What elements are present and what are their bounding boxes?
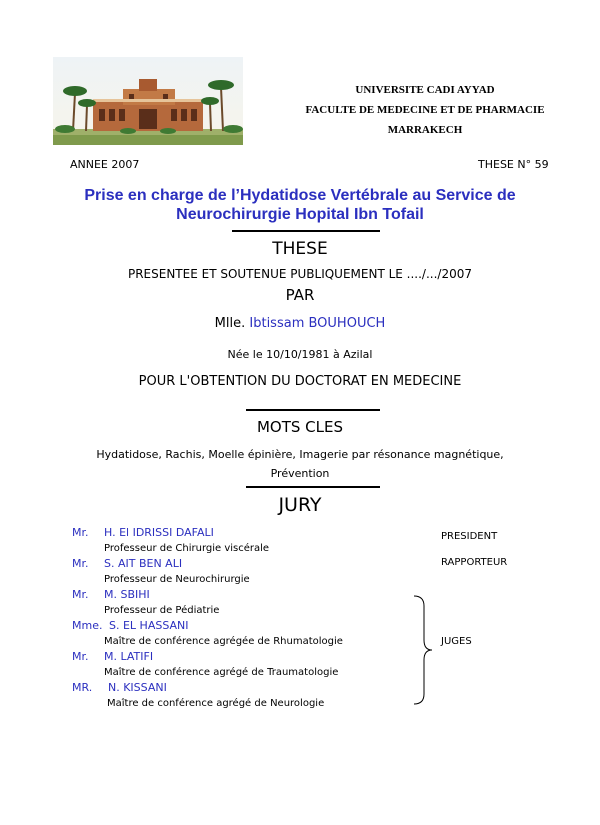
jury-member-role: Maître de conférence agrégé de Traumatologie: [104, 667, 339, 678]
thesis-title: [0, 186, 600, 224]
candidate-prefix: Mlle.: [214, 316, 246, 331]
faculty-name: FACULTE DE MEDECINE ET DE PHARMACIE: [305, 104, 545, 116]
birth-info: Née le 10/10/1981 à Azilal: [227, 348, 373, 361]
university-header: [250, 80, 600, 140]
jury-member-name: M. LATIFI: [104, 650, 154, 663]
president-label: PRESIDENT: [441, 531, 498, 542]
jury-heading: JURY: [278, 494, 322, 516]
thesis-heading: THESE: [272, 239, 328, 259]
doctorate-purpose: POUR L'OBTENTION DU DOCTORAT EN MEDECINE: [138, 374, 462, 389]
faculty-logo-illustration: [53, 57, 243, 145]
keywords-list: [0, 445, 600, 483]
jury-member-role: Professeur de Neurochirurgie: [104, 574, 250, 585]
candidate-line: [0, 316, 600, 331]
divider-line: [246, 409, 380, 411]
jury-member-title: Mme.: [72, 619, 103, 632]
jury-member-role: Professeur de Chirurgie viscérale: [104, 543, 270, 554]
thesis-title-line1: Prise en charge de l’Hydatidose Vertébrale au Service de: [84, 187, 516, 204]
jury-member-title: Mr.: [72, 588, 89, 601]
university-name: UNIVERSITE CADI AYYAD: [355, 84, 495, 96]
jury-member-role: Maître de conférence agrégée de Rhumatologie: [104, 636, 343, 647]
year-label: ANNEE 2007: [70, 158, 140, 171]
juges-label: JUGES: [441, 636, 472, 647]
jury-member-name: N. KISSANI: [108, 681, 167, 694]
jury-member-name: M. SBIHI: [104, 588, 150, 601]
jury-member-name: S. EL HASSANI: [109, 619, 189, 632]
keywords-line2: Prévention: [270, 467, 330, 480]
keywords-line1: Hydatidose, Rachis, Moelle épinière, Imagerie par résonance magnétique,: [96, 448, 504, 461]
thesis-title-line2: Neurochirurgie Hopital Ibn Tofail: [176, 206, 424, 223]
divider-line: [232, 230, 380, 232]
jury-member-role: Professeur de Pédiatrie: [104, 605, 220, 616]
jury-member-title: Mr.: [72, 526, 89, 539]
jury-member-title: MR.: [72, 681, 93, 694]
jury-member-title: Mr.: [72, 557, 89, 570]
juges-brace: [410, 594, 434, 706]
candidate-name: Ibtissam BOUHOUCH: [249, 316, 386, 331]
jury-member-name: H. El IDRISSI DAFALI: [104, 526, 214, 539]
par-label: PAR: [285, 286, 315, 304]
jury-member-title: Mr.: [72, 650, 89, 663]
thesis-number: THESE N° 59: [478, 158, 549, 171]
presentation-line: PRESENTEE ET SOUTENUE PUBLIQUEMENT LE ..../.../2007: [127, 267, 473, 281]
divider-line: [246, 486, 380, 488]
jury-member-name: S. AIT BEN ALI: [104, 557, 183, 570]
rapporteur-label: RAPPORTEUR: [441, 557, 508, 568]
keywords-heading: MOTS CLES: [256, 418, 344, 436]
jury-member-role: Maître de conférence agrégé de Neurologie: [107, 698, 325, 709]
city-name: MARRAKECH: [387, 124, 463, 136]
